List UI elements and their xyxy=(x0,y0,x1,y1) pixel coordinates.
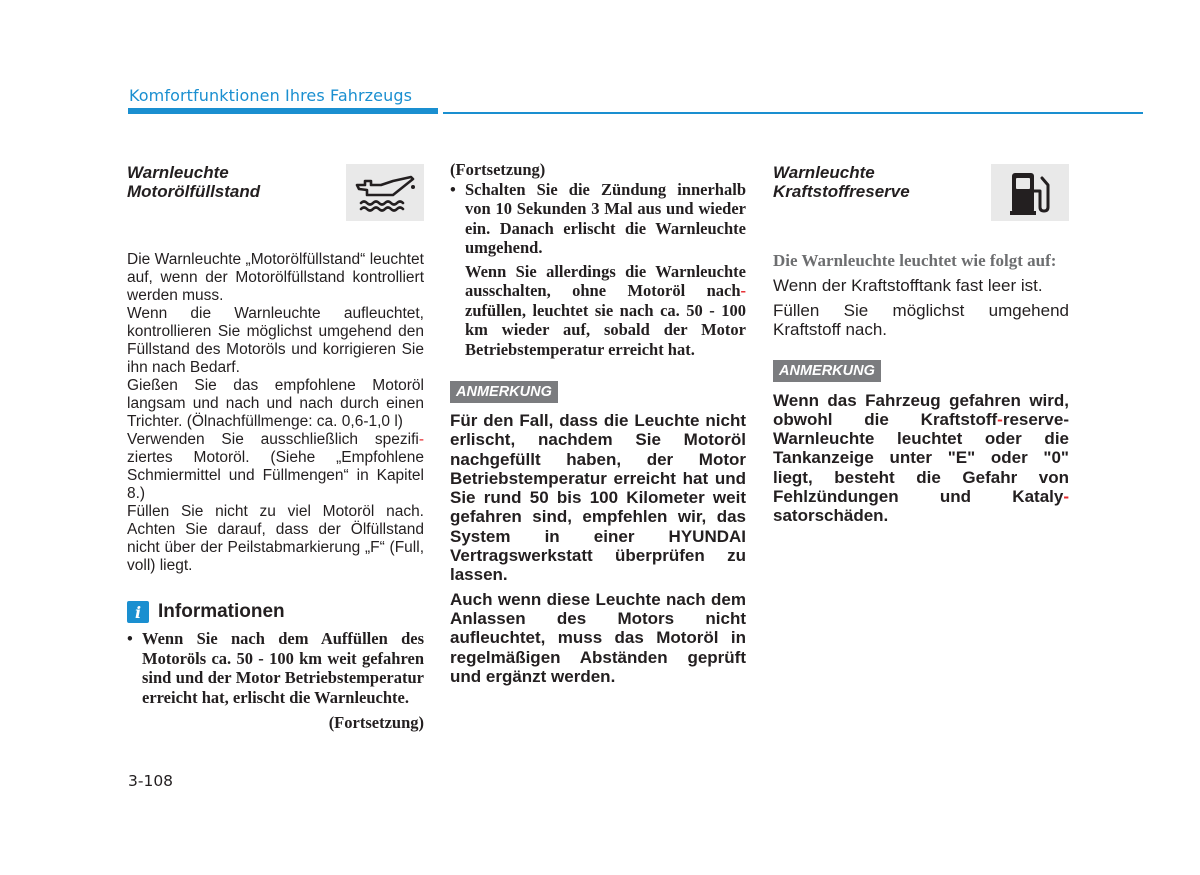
paragraph-oil-3: Gießen Sie das empfohlene Motoröl langsam und nach und nach durch einen Trichter. (Ölnachfüllmenge: ca. 0,6-1,0 l) xyxy=(127,377,424,430)
hyphen-mark: - xyxy=(1063,486,1069,506)
header-rule-thick xyxy=(128,108,438,114)
paragraph-oil-2: Wenn die Warnleuchte aufleuchtet, kontrollieren Sie möglichst umgehend den Füllstand des Motoröls und korrigieren Sie ihn nach Bedarf. xyxy=(127,305,424,376)
column-fuel-reserve xyxy=(773,160,1069,526)
column-continuation xyxy=(450,160,746,686)
fuel-paragraph-1: Wenn der Kraftstofftank fast leer ist. xyxy=(773,276,1043,295)
hyphen-mark: - xyxy=(740,281,746,300)
oil-can-icon xyxy=(353,173,417,213)
paragraph-oil-4 xyxy=(127,431,424,503)
indent-text-b: zufüllen, leuchtet sie nach ca. 50 - 100 km wieder auf, sobald der Motor Betriebstemperatur erreicht hat. xyxy=(465,300,746,359)
paragraph-oil-4-a: Verwenden Sie ausschließlich spezifi xyxy=(127,431,419,448)
fuel-paragraph-2: Füllen Sie möglichst umgehend Kraftstoff nach. xyxy=(773,300,1069,339)
info-bullet-item xyxy=(127,629,424,707)
paragraph-oil-1: Die Warnleuchte „Motorölfüllstand“ leuchtet auf, wenn der Motorölfüllstand kontrolliert werden muss. xyxy=(127,251,424,304)
bullet-dot: • xyxy=(450,179,456,199)
fuel-note-text-b: reserve- Warnleuchte leuchtet oder die Tankanzeige unter "E" oder "0" liegt, besteht die Gefahr von Fehlzündungen und Kataly xyxy=(773,409,1069,506)
note-label: ANMERKUNG xyxy=(450,381,558,403)
hyphen-mark: - xyxy=(997,409,1003,429)
section-title-line2: Motorölfüllstand xyxy=(127,182,261,201)
fuel-note-text-c: satorschäden. xyxy=(773,506,889,526)
section-title-line1: Warnleuchte xyxy=(127,163,229,182)
hyphen-mark: - xyxy=(418,431,424,448)
paragraph-oil-5: Füllen Sie nicht zu viel Motoröl nach. Achten Sie darauf, dass der Ölfüllstand nicht über der Peilstabmarkierung „F“ (Full, voll) liegt. xyxy=(127,503,424,574)
header-rule-thin xyxy=(443,112,1143,114)
column-oil-level xyxy=(127,160,424,733)
info-bullet-text: Wenn Sie nach dem Auffüllen des Motoröls ca. 50 - 100 km weit gefahren sind und der Motor Betriebstemperatur erreicht hat, erlischt die Warnleuchte. xyxy=(142,629,424,707)
section-title-line1: Warnleuchte xyxy=(773,163,875,182)
indent-text-a: Wenn Sie allerdings die Warnleuchte ausschalten, ohne Motoröl nach xyxy=(465,261,746,300)
info-title: Informationen xyxy=(158,601,285,622)
paragraph-oil-4-b: ziertes Motoröl. (Siehe „Empfohlene Schmiermittel und Füllmengen“ in Kapitel 8.) xyxy=(127,449,424,502)
fuel-note-paragraph xyxy=(773,391,1069,526)
info-header xyxy=(127,601,424,623)
fuel-warning-icon-box xyxy=(991,164,1069,221)
oil-warning-icon-box xyxy=(346,164,424,221)
note-label: ANMERKUNG xyxy=(773,360,881,382)
note-paragraph-2: Auch wenn diese Leuchte nach dem Anlassen des Motors nicht aufleuchtet, muss das Motoröl in regelmäßigen Abständen geprüft und ergänzt werden. xyxy=(450,589,746,686)
page-number: 3-108 xyxy=(128,772,174,790)
info-box xyxy=(127,601,424,733)
continued-label: (Fortsetzung) xyxy=(328,713,424,732)
fuel-pump-icon xyxy=(1008,169,1052,217)
reset-bullet-text: Schalten Sie die Zündung innerhalb von 10 Sekunden 3 Mal aus und wieder ein. Danach erlischt die Warnleuchte umgehend. xyxy=(465,179,746,257)
fuel-intro: Die Warnleuchte leuchtet wie folgt auf: xyxy=(773,251,1057,270)
note-paragraph-1: Für den Fall, dass die Leuchte nicht erlischt, nachdem Sie Motoröl nachgefüllt haben, der Motor Betriebstemperatur erreicht hat und Sie rund 50 bis 100 Kilometer weit gefahren sind, empfehlen wir, das System in einer HYUNDAI Vertragswerkstatt überprüfen zu lassen. xyxy=(450,411,746,585)
section-title-line2: Kraftstoffreserve xyxy=(773,182,910,201)
fuel-note-text-a: Wenn das Fahrzeug gefahren wird, obwohl die Kraftstoff xyxy=(773,390,1069,429)
header-title: Komfortfunktionen Ihres Fahrzeugs xyxy=(129,86,413,105)
info-icon: i xyxy=(127,601,149,623)
bullet-dot: • xyxy=(127,629,133,648)
reset-bullet-item xyxy=(450,180,746,258)
reset-indent-text xyxy=(450,262,746,360)
continued-label: (Fortsetzung) xyxy=(450,160,546,179)
